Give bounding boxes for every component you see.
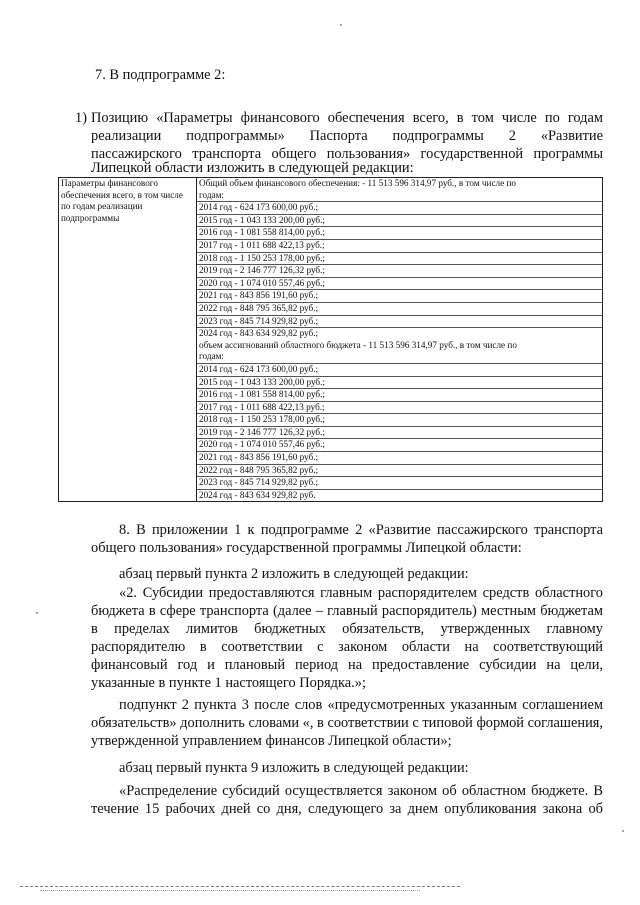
value-line: 2020 год - 1 074 010 557,46 руб.; (197, 439, 602, 452)
section-8-line: общего пользования» государственной программы Липецкой области: (91, 540, 522, 556)
quote-2-line: «2. Субсидии предоставляются главным распорядителем средств областного (119, 585, 603, 601)
value-line: 2023 год - 845 714 929,82 руб.; (197, 316, 602, 329)
value-line: годам: (197, 351, 602, 364)
quote-2-line: в пределах лимитов бюджетных обязательств, утвержденных главному (91, 621, 603, 637)
section-7-heading: 7. В подпрограмме 2: (95, 67, 226, 83)
item-1-number: 1) (75, 110, 87, 126)
param-label-line: обеспечения всего, в том числе (61, 189, 183, 200)
scan-edge-line (20, 886, 460, 889)
abzac-1-paragraph: абзац первый пункта 2 изложить в следующей редакции: (119, 566, 469, 582)
value-line: 2018 год - 1 150 253 178,00 руб.; (197, 253, 602, 266)
value-line: объем ассигнований областного бюджета - 11 513 596 314,97 руб., в том числе по (199, 339, 517, 350)
table-row (59, 178, 603, 502)
value-line: 2023 год - 845 714 929,82 руб.; (197, 477, 602, 490)
passport-table (58, 177, 603, 502)
value-line: 2018 год - 1 150 253 178,00 руб.; (197, 414, 602, 427)
value-line: 2022 год - 848 795 365,82 руб.; (197, 465, 602, 478)
passport-param-cell (59, 178, 197, 502)
passport-value-cell (197, 178, 603, 502)
item-1-line: реализации подпрограммы» Паспорта подпрограммы 2 «Развитие (91, 128, 603, 144)
value-line: Общий объем финансового обеспечения: - 11 513 596 314,97 руб., в том числе по (199, 178, 517, 188)
value-line: 2024 год - 843 634 929,82 руб. (199, 489, 316, 500)
item-1-line: Позицию «Параметры финансового обеспечения всего, в том числе по годам (91, 110, 603, 126)
subpoint-line: утвержденной управлением финансов Липецкой области»; (91, 733, 452, 749)
param-label-line: по годам реализации (61, 201, 143, 212)
scan-speck (340, 24, 342, 26)
value-line: 2014 год - 624 173 600,00 руб.; (197, 202, 602, 215)
param-label-line: Параметры финансового (61, 178, 158, 188)
value-line: 2017 год - 1 011 688 422,13 руб.; (197, 402, 602, 415)
value-line: 2020 год - 1 074 010 557,46 руб.; (197, 278, 602, 291)
distribution-line: течение 15 рабочих дней со дня, следующего за днем опубликования закона об (91, 801, 603, 817)
scan-speck (622, 830, 624, 832)
scan-speck (36, 612, 38, 614)
value-line: 2016 год - 1 081 558 814,00 руб.; (197, 227, 602, 240)
quote-2-line: бюджета в сфере транспорта (далее – главный распорядитель) местным бюджетам (91, 603, 603, 619)
value-line: 2019 год - 2 146 777 126,32 руб.; (197, 265, 602, 278)
quote-2-line: указанные в пункте 1 настоящего Порядка.»; (91, 675, 366, 691)
item-1-line: Липецкой области изложить в следующей редакции: (91, 160, 414, 176)
quote-2-line: распорядителю в соответствии с законом области на соответствующий (91, 639, 603, 655)
distribution-line: «Распределение субсидий осуществляется законом об областном бюджете. В (119, 783, 603, 799)
subpoint-line: подпункт 2 пункта 3 после слов «предусмотренных указанным соглашением (119, 697, 603, 713)
value-line: годам: (197, 190, 602, 203)
value-line: 2024 год - 843 634 929,82 руб.; (199, 328, 319, 339)
value-line: 2019 год - 2 146 777 126,32 руб.; (197, 427, 602, 440)
value-line: 2015 год - 1 043 133 200,00 руб.; (197, 377, 602, 390)
scan-edge-line (40, 890, 420, 892)
value-line: 2021 год - 843 856 191,60 руб.; (197, 290, 602, 303)
value-line: 2017 год - 1 011 688 422,13 руб.; (197, 240, 602, 253)
quote-2-line: финансовый год и плановый период на предоставление субсидии на цели, (91, 657, 603, 673)
section-8-line: 8. В приложении 1 к подпрограмме 2 «Развитие пассажирского транспорта (119, 522, 603, 538)
value-line: 2021 год - 843 856 191,60 руб.; (197, 452, 602, 465)
value-line: 2022 год - 848 795 365,82 руб.; (197, 303, 602, 316)
value-line: 2015 год - 1 043 133 200,00 руб.; (197, 215, 602, 228)
abzac-9-paragraph: абзац первый пункта 9 изложить в следующей редакции: (119, 760, 469, 776)
value-line: 2014 год - 624 173 600,00 руб.; (197, 364, 602, 377)
subpoint-line: обязательств» дополнить словами «, в соответствии с типовой формой соглашения, (91, 715, 603, 731)
item-1-line: пассажирского транспорта общего пользования» государственной программы (91, 146, 603, 162)
value-line: 2016 год - 1 081 558 814,00 руб.; (197, 389, 602, 402)
param-label-line: подпрограммы (61, 212, 120, 223)
